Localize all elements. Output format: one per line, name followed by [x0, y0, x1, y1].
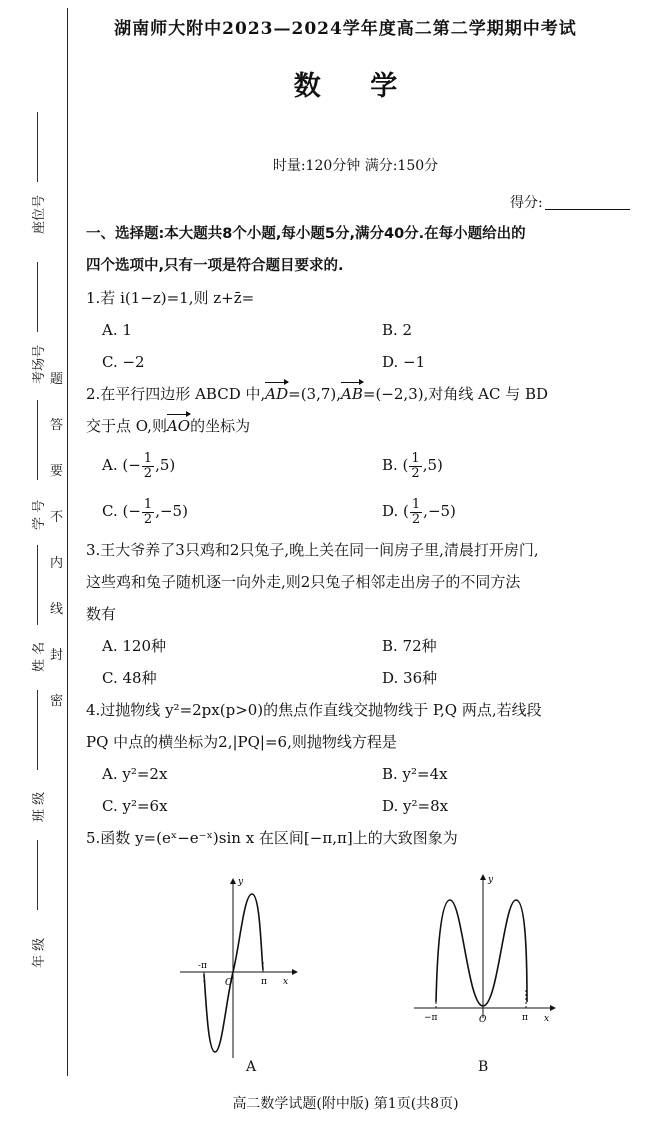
- grade-label: 年 级: [32, 937, 47, 968]
- subject-title: 数 学: [293, 71, 418, 102]
- q2-a-pre: A. (−: [102, 456, 141, 474]
- graph-b-origin: O: [479, 1015, 487, 1025]
- graph-b-label: B: [478, 1059, 489, 1075]
- q3-option-a[interactable]: A. 120种: [102, 637, 166, 655]
- name-line: [37, 545, 38, 625]
- q4-option-a[interactable]: A. y²=2x: [102, 765, 168, 783]
- fraction-half: [142, 498, 154, 527]
- q2-c-pre: C. (−: [102, 502, 141, 520]
- graph-b-y-arrow: [480, 874, 486, 880]
- q1-option-b[interactable]: B. 2: [382, 321, 413, 339]
- q3-options: [86, 630, 638, 694]
- vector-ad: AD: [265, 378, 288, 410]
- q2-c-post: ,−5): [155, 502, 188, 520]
- seal-char-5: 内: [50, 556, 64, 571]
- graph-a[interactable]: [170, 870, 300, 1070]
- q2-b-pre: B. (: [382, 456, 409, 474]
- frac-den: 2: [411, 465, 420, 481]
- seal-char-1: 题: [50, 372, 64, 387]
- exam-title: 湖南师大附中2023—2024学年度高二第二学期期中考试: [114, 19, 577, 39]
- frac-num: 1: [143, 450, 153, 466]
- q2-option-d[interactable]: [382, 488, 642, 534]
- graph-b-pi: π: [522, 1013, 528, 1023]
- q3-option-b[interactable]: B. 72种: [382, 637, 437, 655]
- question-content: [86, 218, 638, 854]
- graph-b-x-arrow: [550, 1005, 556, 1011]
- q3-option-c[interactable]: C. 48种: [102, 669, 157, 687]
- q1-stem: 1.若 i(1−z)=1,则 z+z̄=: [86, 289, 255, 307]
- q2-d-pre: D. (: [382, 502, 409, 520]
- graph-a-pi: π: [261, 977, 267, 987]
- fraction-half: [409, 452, 421, 481]
- frac-num: 1: [411, 450, 420, 466]
- graph-a-x-label: x: [283, 977, 289, 987]
- seal-char-6: 线: [50, 602, 64, 617]
- graph-a-x-arrow: [292, 969, 298, 975]
- section1-heading-line2: 四个选项中,只有一项是符合题目要求的.: [86, 258, 344, 274]
- score-label: 得分:: [510, 195, 543, 211]
- graph-b-neg-pi: −π: [424, 1013, 438, 1023]
- vector-ao: AO: [167, 410, 190, 442]
- seal-char-8: 密: [50, 694, 64, 709]
- seal-char-4: 不: [50, 510, 64, 525]
- q4-option-b[interactable]: B. y²=4x: [382, 765, 448, 783]
- q4-line2: PQ 中点的横坐标为2,|PQ|=6,则抛物线方程是: [86, 733, 397, 751]
- fraction-half: [142, 452, 154, 481]
- grade-line: [37, 840, 38, 910]
- q2-option-c[interactable]: [102, 488, 382, 534]
- q4-option-c[interactable]: C. y²=6x: [102, 797, 168, 815]
- q2-stem-post: =(−2,3),对角线 AC 与 BD: [362, 385, 549, 403]
- frac-den: 2: [143, 511, 153, 527]
- graph-b-x-label: x: [544, 1014, 550, 1024]
- q5-stem: 5.函数 y=(eˣ−e⁻ˣ)sin x 在区间[−π,π]上的大致图象为: [86, 829, 458, 847]
- graph-a-y-arrow: [230, 878, 236, 884]
- q1-option-a[interactable]: A. 1: [102, 321, 132, 339]
- student-no-label: 学 号: [32, 499, 47, 530]
- graph-b-y-label: y: [488, 875, 494, 885]
- exam-timing: 时量:120分钟 满分:150分: [272, 158, 439, 174]
- q2-stem-pre: 2.在平行四边形 ABCD 中,: [86, 385, 266, 403]
- q2-line2-pre: 交于点 O,则: [86, 417, 167, 435]
- q2-stem-line1: [86, 378, 638, 410]
- frac-num: 1: [411, 496, 421, 512]
- q2-line2-post: 的坐标为: [190, 417, 251, 435]
- q2-d-post: ,−5): [423, 502, 456, 520]
- graph-b[interactable]: [410, 870, 560, 1070]
- fraction-half: [410, 498, 422, 527]
- graph-a-y-label: y: [238, 877, 244, 887]
- graph-a-label: A: [246, 1059, 257, 1075]
- score-blank[interactable]: [545, 195, 630, 210]
- q1-options: [86, 314, 638, 378]
- q2-options: [86, 442, 638, 534]
- q2-a-post: ,5): [155, 456, 176, 474]
- q4-option-d[interactable]: D. y²=8x: [382, 797, 449, 815]
- q4-line1: 4.过抛物线 y²=2px(p>0)的焦点作直线交抛物线于 P,Q 两点,若线段: [86, 701, 542, 719]
- frac-den: 2: [411, 511, 421, 527]
- q3-line3: 数有: [86, 605, 117, 623]
- name-label: 姓 名: [32, 641, 47, 672]
- q5-graphs: [170, 870, 570, 1080]
- q3-option-d[interactable]: D. 36种: [382, 669, 438, 687]
- q2-option-a[interactable]: [102, 442, 382, 488]
- exam-room-label: 考场号: [32, 344, 47, 384]
- frac-den: 2: [143, 465, 153, 481]
- student-no-line: [37, 400, 38, 480]
- q2-b-post: ,5): [422, 456, 443, 474]
- vector-ab: AB: [341, 378, 363, 410]
- graph-a-origin: O: [225, 978, 233, 988]
- graph-b-curve: [436, 900, 527, 1006]
- seal-char-7: 封: [50, 648, 64, 663]
- q2-stem-mid: =(3,7),: [288, 385, 342, 403]
- q2-stem-line2: [86, 410, 638, 442]
- graph-a-neg-pi: -π: [198, 961, 207, 971]
- q4-options: [86, 758, 638, 822]
- q2-option-b[interactable]: [382, 442, 642, 488]
- section1-heading-line1: 一、选择题:本大题共8个小题,每小题5分,满分40分.在每小题给出的: [86, 226, 526, 242]
- exam-room-line: [37, 262, 38, 332]
- page-footer: 高二数学试题(附中版) 第1页(共8页): [232, 1096, 459, 1112]
- seal-char-3: 要: [50, 464, 64, 479]
- q3-line1: 3.王大爷养了3只鸡和2只兔子,晚上关在同一间房子里,清晨打开房门,: [86, 541, 539, 559]
- class-line: [37, 690, 38, 770]
- q1-option-d[interactable]: D. −1: [382, 353, 426, 371]
- score-field[interactable]: [510, 192, 630, 212]
- seat-label: 座位号: [32, 194, 47, 234]
- class-label: 班 级: [32, 791, 47, 822]
- seal-char-2: 答: [50, 418, 64, 433]
- q1-option-c[interactable]: C. −2: [102, 353, 145, 371]
- q3-line2: 这些鸡和兔子随机逐一向外走,则2只兔子相邻走出房子的不同方法: [86, 573, 521, 591]
- frac-num: 1: [143, 496, 153, 512]
